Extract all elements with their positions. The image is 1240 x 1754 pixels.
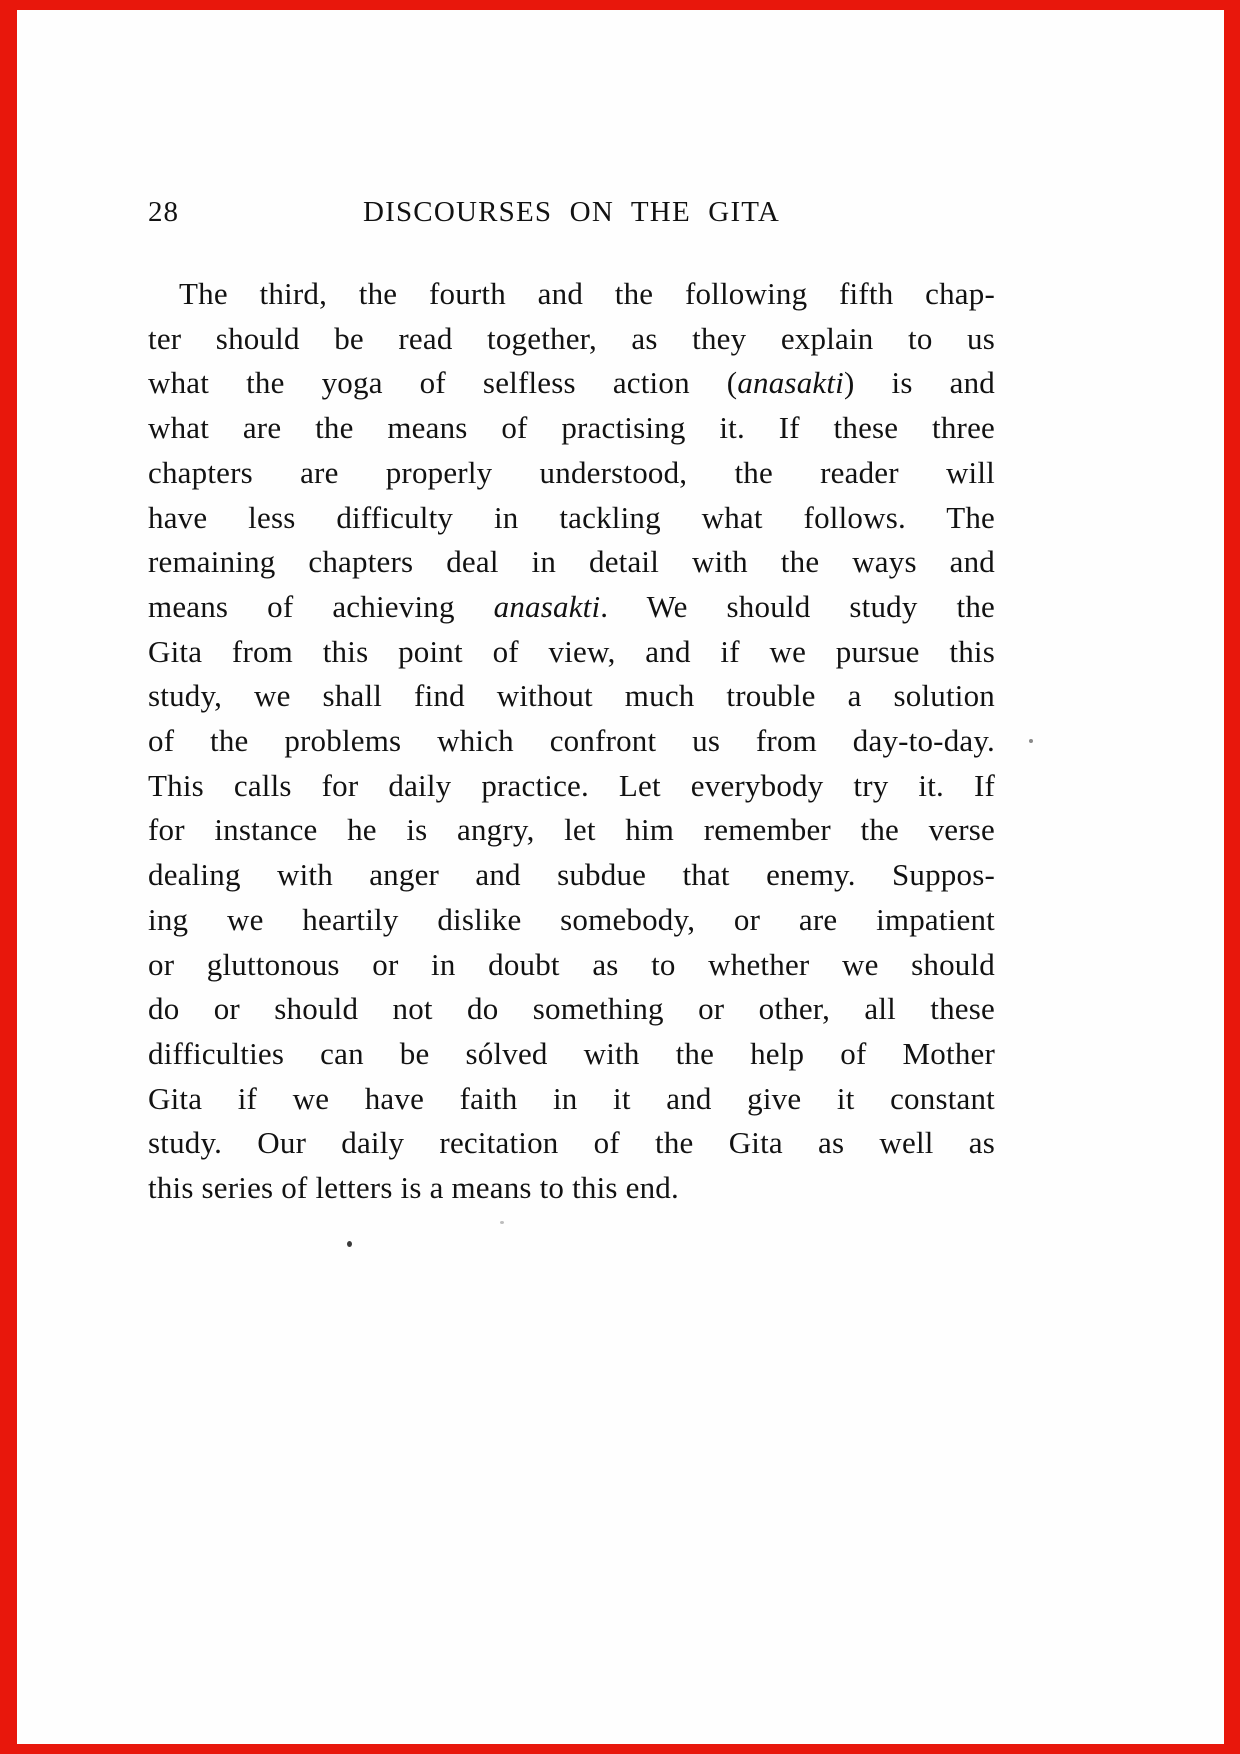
italic-term: anasakti bbox=[493, 588, 601, 624]
text-segment: remaining chapters deal in detail with the ways and bbox=[148, 544, 995, 580]
text-segment: study. Our daily recitation of the Gita as well as bbox=[148, 1125, 995, 1161]
text-line bbox=[148, 853, 995, 898]
text-line bbox=[148, 630, 995, 675]
paragraph bbox=[148, 272, 995, 1211]
text-line bbox=[148, 898, 995, 943]
text-line bbox=[148, 585, 995, 630]
text-segment: or gluttonous or in doubt as to whether we should bbox=[148, 946, 995, 982]
running-header bbox=[148, 196, 995, 232]
text-segment: study, we shall find without much trouble a solution bbox=[148, 678, 995, 714]
scan-edge-right bbox=[1224, 0, 1240, 1754]
text-segment: ter should be read together, as they explain to us bbox=[148, 320, 995, 356]
text-segment: means of achieving bbox=[148, 588, 494, 624]
text-line bbox=[148, 540, 995, 585]
italic-term: anasakti bbox=[737, 365, 844, 401]
text-segment: ing we heartily dislike somebody, or are impatient bbox=[148, 901, 995, 937]
text-line bbox=[148, 317, 995, 362]
text-segment: The third, the fourth and the following fifth chap- bbox=[179, 276, 995, 311]
text-line bbox=[148, 1121, 995, 1166]
scan-edge-left bbox=[0, 0, 17, 1754]
text-segment: this series of letters is a means to this end. bbox=[148, 1170, 679, 1206]
text-segment: difficulties can be sólved with the help of Mother bbox=[148, 1035, 995, 1071]
text-segment: of the problems which confront us from day-to-day. bbox=[148, 723, 995, 759]
ink-speck bbox=[347, 1241, 352, 1247]
scan-edge-top bbox=[0, 0, 1240, 10]
text-line bbox=[148, 674, 995, 719]
text-segment: This calls for daily practice. Let everybody try it. If bbox=[148, 767, 995, 803]
text-line bbox=[148, 808, 995, 853]
text-line bbox=[148, 764, 995, 809]
text-line bbox=[148, 943, 995, 988]
text-line bbox=[148, 719, 995, 764]
text-line bbox=[148, 451, 995, 496]
chapter-title: DISCOURSES ON THE GITA bbox=[362, 196, 781, 228]
text-segment: Gita if we have faith in it and give it constant bbox=[148, 1080, 995, 1116]
text-segment: do or should not do something or other, all these bbox=[148, 991, 995, 1027]
text-line bbox=[148, 406, 995, 451]
text-segment: ) is and bbox=[843, 365, 996, 401]
text-line bbox=[148, 272, 995, 317]
ink-speck bbox=[1029, 739, 1033, 743]
text-segment: dealing with anger and subdue that enemy. Suppos- bbox=[148, 857, 995, 893]
text-line bbox=[148, 1032, 995, 1077]
text-segment: chapters are properly understood, the reader will bbox=[148, 454, 995, 490]
page-number: 28 bbox=[148, 196, 179, 228]
text-line bbox=[148, 496, 995, 541]
ink-speck bbox=[500, 1221, 504, 1224]
text-line bbox=[148, 1077, 995, 1122]
text-segment: for instance he is angry, let him remember the verse bbox=[148, 812, 995, 848]
text-segment: . We should study the bbox=[600, 588, 995, 624]
text-line bbox=[148, 1166, 995, 1211]
text-line bbox=[148, 987, 995, 1032]
text-segment: have less difficulty in tackling what follows. The bbox=[148, 499, 995, 535]
text-segment: what the yoga of selfless action ( bbox=[148, 365, 738, 401]
text-segment: what are the means of practising it. If these three bbox=[148, 410, 995, 446]
scan-edge-bottom bbox=[0, 1744, 1240, 1754]
text-segment: Gita from this point of view, and if we pursue this bbox=[148, 633, 995, 669]
text-line bbox=[148, 361, 995, 406]
